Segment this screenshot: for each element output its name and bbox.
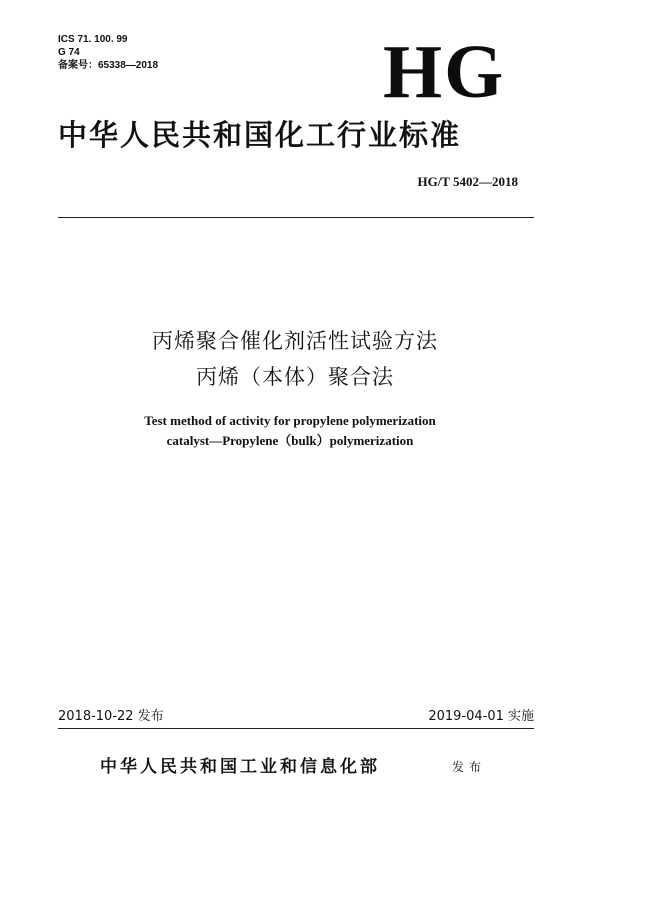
publish-date: 2018-10-22 发布: [58, 709, 164, 724]
ccs-code: G 74: [58, 47, 80, 58]
title-cn-line2: 丙烯（本体）聚合法: [196, 365, 394, 389]
record-number: 备案号：65338—2018: [58, 60, 159, 71]
issuer-label: 发布: [452, 760, 487, 774]
hg-logo: HG: [383, 30, 506, 114]
title-en-line2: catalyst—Propylene（bulk）polymerization: [166, 433, 414, 448]
header-divider: [58, 217, 534, 218]
title-cn-line1: 丙烯聚合催化剂活性试验方法: [152, 329, 438, 353]
issuer-name: 中华人民共和国工业和信息化部: [100, 757, 380, 777]
title-en-line1: Test method of activity for propylene polymerization: [144, 413, 436, 428]
ics-code: ICS 71. 100. 99: [58, 34, 128, 45]
effective-date: 2019-04-01 实施: [428, 709, 534, 724]
standard-number: HG/T 5402—2018: [417, 174, 518, 189]
footer-divider: [58, 728, 534, 729]
standard-type: 中华人民共和国化工行业标准: [58, 118, 462, 152]
